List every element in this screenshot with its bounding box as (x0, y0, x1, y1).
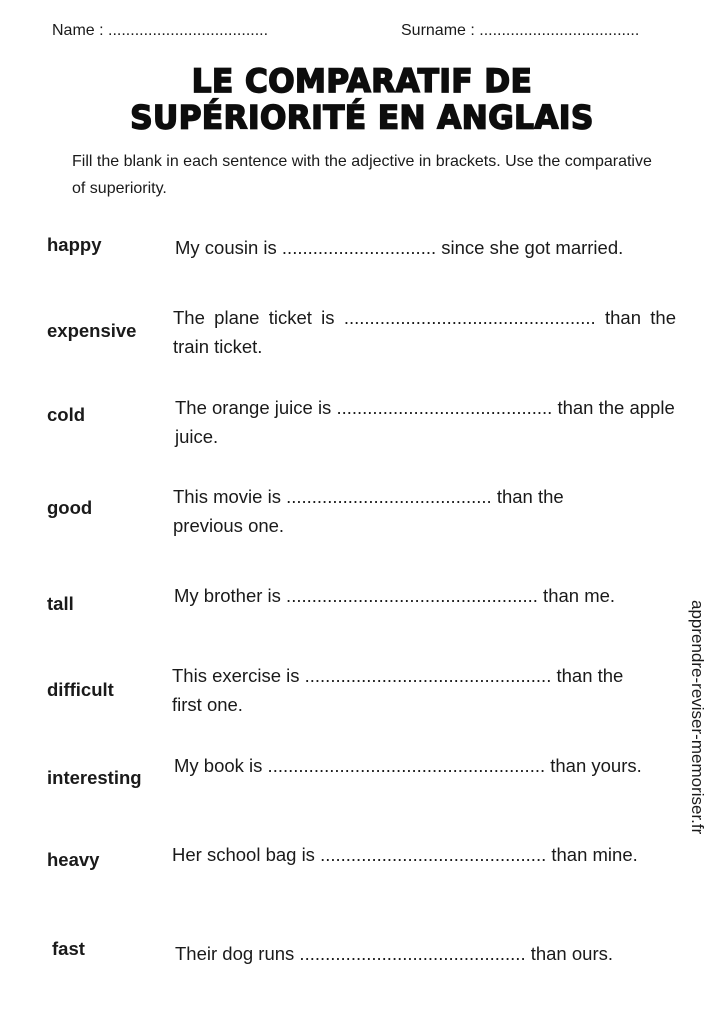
page-title (0, 63, 724, 136)
title-line-2: SUPÉRIORITÉ EN ANGLAIS (130, 100, 594, 137)
exercise-sentence: My brother is ................................................. than me. (174, 585, 616, 606)
adjective-label: tall (47, 593, 74, 614)
adjective-label: good (47, 497, 93, 518)
exercise-sentence: This exercise is ................................................ than the first one. (172, 665, 624, 715)
name-field-label: Name : .................................... (52, 22, 269, 39)
adjective-label: happy (47, 234, 102, 255)
adjective-label: difficult (47, 679, 114, 700)
website-watermark: apprendre-reviser-memoriser.fr (688, 600, 707, 835)
adjective-label: heavy (47, 849, 100, 870)
exercise-sentence: My book is ...................................................... than yours. (174, 755, 642, 776)
exercise-sentence: The orange juice is .......................................... than the apple juice. (175, 397, 675, 447)
exercise-sentence: Their dog runs ............................................ than ours. (175, 943, 613, 964)
surname-field-label: Surname : .................................... (401, 22, 640, 39)
adjective-label: interesting (47, 767, 142, 788)
adjective-label: expensive (47, 320, 137, 341)
exercise-sentence: My cousin is .............................. since she got married. (175, 237, 624, 258)
title-line-1: LE COMPARATIF DE (191, 63, 533, 100)
adjective-label: cold (47, 404, 86, 425)
exercise-sentence: This movie is ........................................ than the previous one. (173, 486, 564, 536)
exercise-sentence: The plane ticket is ................................................. than the train ticket. (173, 307, 676, 357)
exercise-sentence: Her school bag is ............................................ than mine. (172, 844, 638, 865)
instructions: Fill the blank in each sentence with the adjective in brackets. Use the comparative of superiority. (72, 153, 652, 197)
adjective-label: fast (52, 938, 85, 959)
